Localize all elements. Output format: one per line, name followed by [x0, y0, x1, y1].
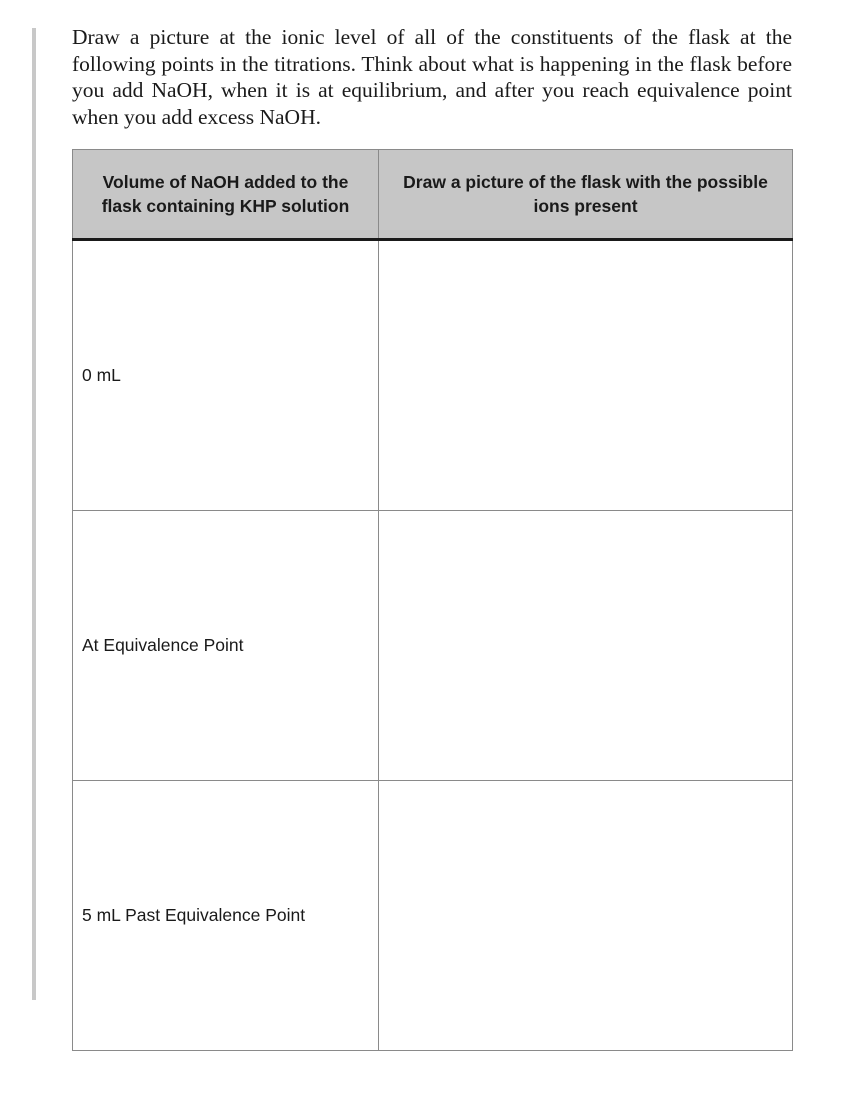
table-row	[73, 240, 793, 511]
drawing-area-equivalence[interactable]	[379, 511, 793, 781]
drawing-area-0ml[interactable]	[379, 240, 793, 511]
header-drawing	[379, 150, 793, 240]
row-volume-label: 5 mL Past Equivalence Point	[73, 781, 379, 1051]
table-header-row	[73, 150, 793, 240]
header-drawing-label: Draw a picture of the flask with the possible ions present	[403, 172, 768, 216]
row-volume-label: 0 mL	[73, 240, 379, 511]
header-volume	[73, 150, 379, 240]
instructions-paragraph: Draw a picture at the ionic level of all of the constituents of the flask at the following points in the titrations. Think about what is happening in the flask before you add NaOH, when it is at equilibrium, and after you reach equivalence point when you add excess NaOH.	[72, 25, 792, 129]
table-row	[73, 511, 793, 781]
header-volume-label: Volume of NaOH added to the flask containing KHP solution	[101, 172, 350, 216]
row-volume-label: At Equivalence Point	[73, 511, 379, 781]
drawing-area-past-equivalence[interactable]	[379, 781, 793, 1051]
table-row	[73, 781, 793, 1051]
titration-table	[72, 149, 793, 1051]
margin-bar	[32, 28, 36, 1000]
